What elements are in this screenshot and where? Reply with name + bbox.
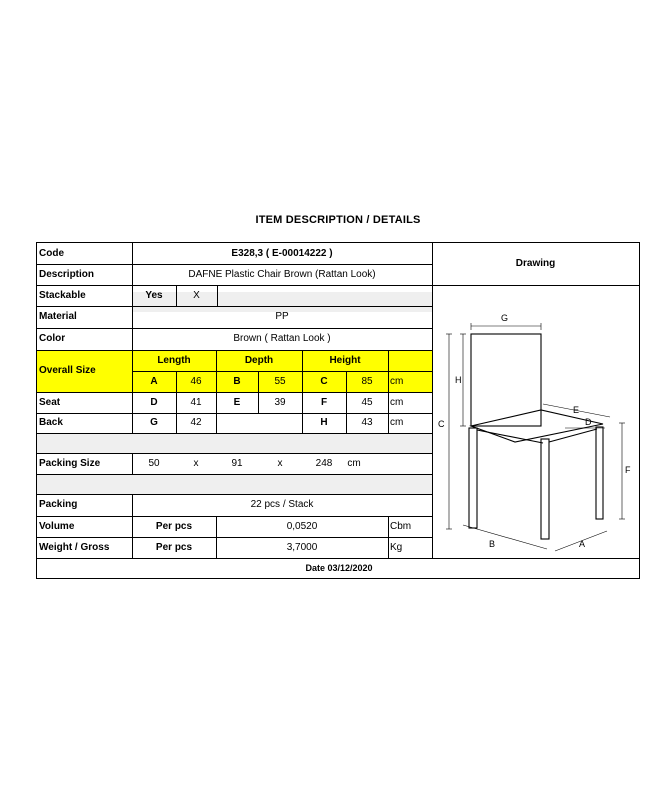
- document-title: ITEM DESCRIPTION / DETAILS: [255, 214, 421, 226]
- drawing-header: Drawing: [515, 258, 556, 269]
- overall-size-label: Overall Size: [39, 365, 96, 376]
- details-sheet: [36, 242, 640, 579]
- weight-per: Per pcs: [155, 541, 193, 553]
- description-label: Description: [39, 268, 95, 280]
- drawing-label-h: H: [455, 375, 462, 385]
- dim-e-value: 39: [274, 396, 286, 408]
- seat-label: Seat: [39, 396, 61, 408]
- code-value: E328,3 ( E-00014222 ): [231, 247, 333, 259]
- packing-width: 91: [231, 457, 243, 469]
- packing-length: 50: [148, 457, 160, 469]
- packing-x2: x: [277, 457, 283, 469]
- drawing-label-a: A: [579, 539, 586, 549]
- drawing-label-e: E: [573, 405, 580, 415]
- volume-label: Volume: [39, 520, 75, 532]
- spacer-row-2: [37, 474, 432, 494]
- packing-x1: x: [193, 457, 199, 469]
- dim-h-label: H: [320, 417, 328, 428]
- seat-unit: cm: [390, 396, 404, 408]
- drawing-label-c: C: [438, 419, 445, 429]
- description-value: DAFNE Plastic Chair Brown (Rattan Look): [188, 268, 376, 280]
- length-header: Length: [157, 354, 191, 366]
- height-header: Height: [329, 354, 361, 366]
- dim-f-label: F: [320, 396, 328, 408]
- material-label: Material: [39, 311, 77, 322]
- dim-e-label: E: [233, 396, 241, 408]
- weight-label: Weight / Gross: [39, 541, 110, 553]
- dim-d-value: 41: [190, 396, 202, 408]
- volume-per: Per pcs: [155, 520, 193, 532]
- volume-value: 0,0520: [286, 520, 318, 532]
- date-text: Date 03/12/2020: [305, 562, 373, 573]
- dim-d-label: D: [150, 396, 158, 408]
- spacer-row-1: [37, 433, 432, 453]
- dim-b-value: 55: [274, 375, 286, 387]
- volume-unit: Cbm: [390, 520, 412, 532]
- stackable-mark: X: [193, 289, 200, 301]
- stackable-label: Stackable: [39, 289, 86, 301]
- dim-a-label: A: [150, 375, 158, 387]
- weight-value: 3,7000: [286, 541, 318, 553]
- stackable-yes: Yes: [145, 289, 163, 301]
- chair-drawing: [433, 289, 639, 557]
- overall-unit: cm: [390, 375, 404, 387]
- dim-c-label: C: [320, 375, 328, 387]
- drawing-label-f: F: [625, 465, 631, 475]
- packing-label: Packing: [39, 499, 78, 510]
- drawing-label-g: G: [501, 313, 509, 323]
- dim-c-value: 85: [361, 375, 373, 387]
- dim-b-label: B: [233, 375, 241, 387]
- dim-g-value: 42: [190, 417, 202, 428]
- drawing-label-b: B: [489, 539, 496, 549]
- back-unit: cm: [390, 417, 404, 428]
- packing-unit: cm: [347, 457, 361, 469]
- chair-leg: [469, 428, 477, 528]
- weight-unit: Kg: [390, 541, 403, 553]
- drawing-label-d: D: [585, 417, 592, 427]
- color-value: Brown ( Rattan Look ): [233, 333, 331, 344]
- depth-header: Depth: [244, 354, 274, 366]
- dim-a-value: 46: [190, 375, 202, 387]
- packing-size-label: Packing Size: [39, 457, 101, 469]
- color-label: Color: [39, 333, 66, 344]
- dim-f-value: 45: [361, 396, 373, 408]
- dim-g-label: G: [150, 417, 158, 428]
- code-label: Code: [39, 247, 64, 259]
- packing-value: 22 pcs / Stack: [250, 499, 314, 510]
- packing-height: 248: [315, 457, 333, 469]
- material-value: PP: [275, 311, 289, 322]
- dim-h-value: 43: [361, 417, 373, 428]
- back-label: Back: [39, 417, 63, 428]
